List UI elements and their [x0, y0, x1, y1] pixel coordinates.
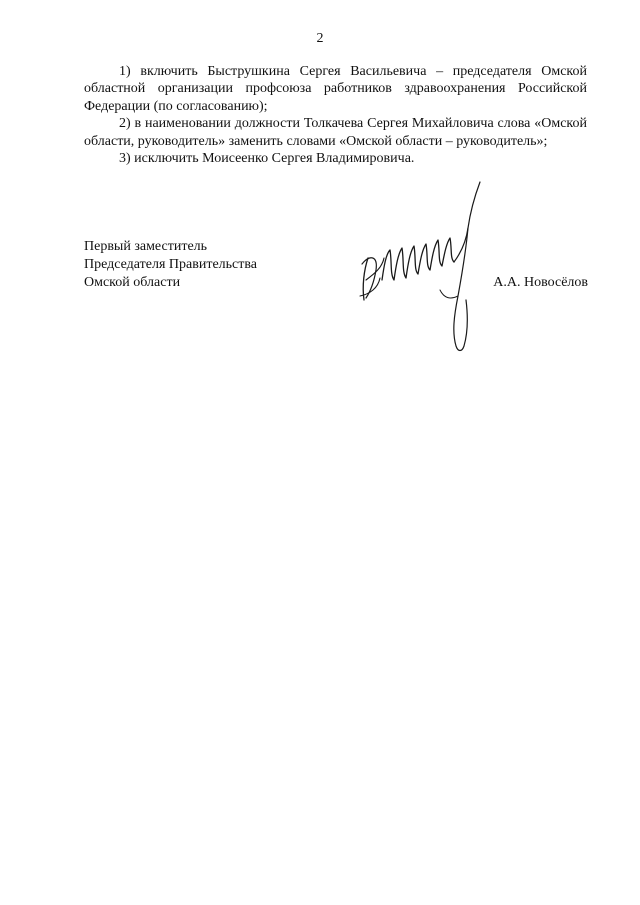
signatory-name: А.А. Новосёлов	[493, 275, 588, 290]
signatory-title-line-2: Председателя Правительства	[84, 257, 258, 272]
body-text	[84, 63, 587, 167]
page-number: 2	[316, 31, 324, 46]
signatory-title	[84, 238, 334, 292]
list-item-3: 3) исключить Моисеенко Сергея Владимировича.	[119, 151, 415, 167]
signatory-title-line-1: Первый заместитель	[84, 239, 208, 254]
list-item-1: 1) включить Быструшкина Сергея Васильевича – председателя Омской областной организации профсоюза работников здравоохранения Российской Федерации (по согласованию);	[84, 64, 587, 114]
signatory-title-line-3: Омской области	[84, 275, 181, 290]
handwritten-signature	[340, 170, 500, 360]
list-item-2: 2) в наименовании должности Толкачева Сергея Михайловича слова «Омской области, руководитель» заменить словами «Омской области – руководитель»;	[84, 116, 587, 149]
